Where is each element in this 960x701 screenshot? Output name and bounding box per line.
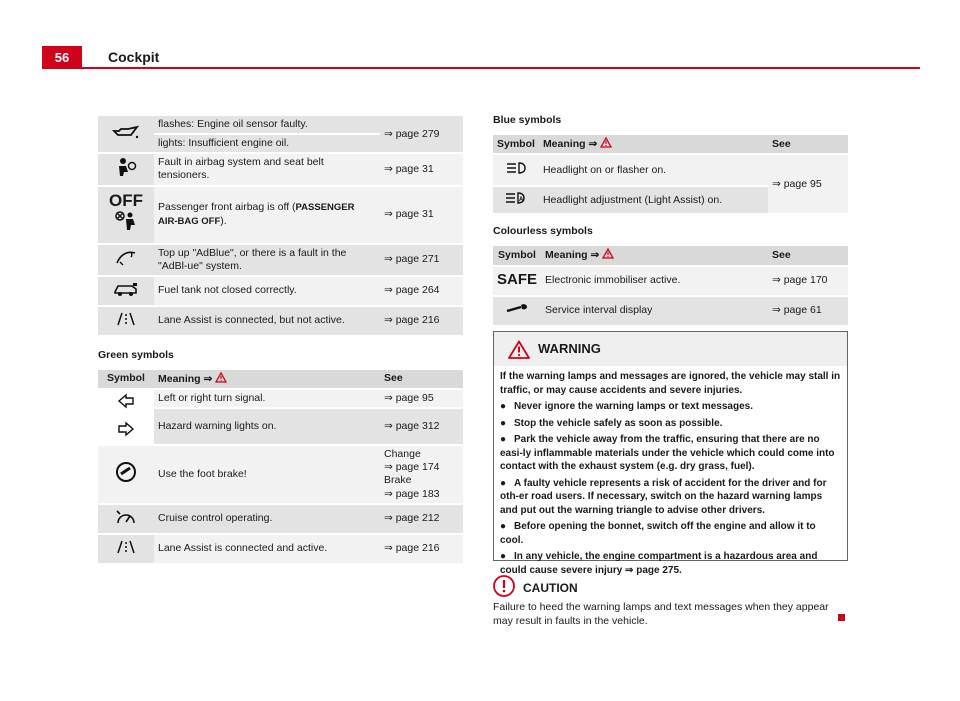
page-title: Cockpit bbox=[108, 49, 160, 65]
meaning-cell: Electronic immobiliser active. bbox=[541, 267, 768, 295]
meaning-header-text: Meaning ⇒ bbox=[545, 249, 600, 262]
meaning-cell: Headlight adjustment (Light Assist) on. bbox=[539, 187, 768, 213]
wrench-icon bbox=[505, 302, 529, 314]
table-row bbox=[98, 277, 463, 305]
col-header-symbol: Symbol bbox=[98, 370, 154, 388]
caution-section bbox=[493, 575, 853, 628]
meaning-cell: Top up "AdBlue", or there is a fault in the "AdBl-ue" system. bbox=[154, 245, 380, 275]
col-header-see: See bbox=[380, 370, 463, 388]
symbol-cell bbox=[98, 154, 154, 184]
meaning-cell: Hazard warning lights on. bbox=[154, 409, 380, 444]
meaning-text: Passenger front airbag is off ( bbox=[158, 201, 296, 214]
see-cell: ⇒ page 31 bbox=[380, 154, 463, 184]
meaning-cell: Fuel tank not closed correctly. bbox=[154, 277, 380, 305]
see-cell: ⇒ page 216 bbox=[380, 535, 463, 563]
warning-body bbox=[494, 366, 847, 584]
caution-header bbox=[493, 575, 853, 597]
table-row bbox=[98, 245, 463, 275]
airbag-icon bbox=[115, 157, 137, 177]
lane-assist-icon bbox=[115, 312, 137, 326]
see-cell: ⇒ page 212 bbox=[380, 505, 463, 533]
symbol-cell bbox=[493, 187, 539, 213]
table-row bbox=[98, 446, 463, 503]
see-cell: ⇒ page 61 bbox=[768, 297, 848, 325]
caution-exclamation-icon bbox=[493, 575, 515, 597]
display-text: PASSENGER AIR-BAG OFF bbox=[158, 202, 355, 227]
see-cell: ⇒ page 170 bbox=[768, 267, 848, 295]
see-cell: ⇒ page 216 bbox=[380, 307, 463, 335]
meaning-cell: Lane Assist is connected, but not active. bbox=[154, 307, 380, 335]
bullet-text: In any vehicle, the engine compartment is a hazardous area and could cause severe injury ⇒ page 275. bbox=[500, 551, 818, 576]
symbol-cell bbox=[98, 277, 154, 305]
bullet-text: Park the vehicle away from the traffic, ensuring that there are no easi-ly inflammable materials under the vehicle which could come into contact with the exhaust system (e.g. dry grass, fuel). bbox=[500, 434, 835, 472]
symbol-cell bbox=[98, 535, 154, 563]
warning-title: WARNING bbox=[538, 341, 601, 357]
meaning-header-text: Meaning ⇒ bbox=[158, 372, 213, 385]
table-row bbox=[98, 505, 463, 533]
table-header-row bbox=[493, 246, 848, 264]
blue-symbols-title: Blue symbols bbox=[493, 114, 562, 126]
table-row bbox=[98, 535, 463, 563]
see-cell bbox=[380, 446, 463, 503]
warning-bullet: ● Before opening the bonnet, switch off the engine and allow it to cool. bbox=[500, 521, 816, 546]
meaning-cell: flashes: Engine oil sensor faulty. bbox=[154, 116, 380, 133]
see-cell: ⇒ page 271 bbox=[380, 245, 463, 275]
caution-title: CAUTION bbox=[523, 581, 578, 596]
symbol-cell bbox=[98, 505, 154, 533]
green-symbols-title: Green symbols bbox=[98, 348, 174, 361]
see-cell: ⇒ page 95 bbox=[768, 155, 848, 213]
meaning-cell: Cruise control operating. bbox=[154, 505, 380, 533]
cruise-control-icon bbox=[115, 508, 137, 526]
turn-signal-icon bbox=[116, 392, 136, 438]
section-end-mark bbox=[838, 614, 845, 621]
see-line: Brake bbox=[384, 474, 412, 487]
symbol-cell bbox=[98, 116, 154, 152]
table-header-row bbox=[98, 370, 463, 388]
fuel-cap-icon bbox=[113, 281, 139, 297]
col-header-meaning bbox=[154, 370, 380, 388]
warning-intro: If the warning lamps and messages are ignored, the vehicle may stall in traffic, or may cause accidents and severe injuries. bbox=[500, 371, 841, 396]
warning-triangle-icon bbox=[600, 137, 612, 148]
high-beam-icon bbox=[505, 161, 527, 175]
warning-header bbox=[494, 332, 847, 366]
warning-triangle-icon bbox=[508, 340, 530, 359]
meaning-header-text: Meaning ⇒ bbox=[542, 138, 598, 151]
safe-immobiliser-icon: SAFE bbox=[497, 271, 538, 289]
passenger-airbag-off-icon bbox=[114, 210, 138, 232]
meaning-cell: Headlight on or flasher on. bbox=[539, 155, 768, 185]
see-line: Change bbox=[384, 448, 421, 461]
table-row bbox=[98, 187, 463, 243]
table-row bbox=[98, 390, 463, 407]
table-row bbox=[493, 267, 848, 295]
col-header-see: See bbox=[768, 246, 848, 264]
warning-bullet: ● Never ignore the warning lamps or text messages. bbox=[500, 401, 753, 412]
bullet-text: A faulty vehicle represents a risk of accident for the driver and for oth-er road users. If necessary, switch on the hazard warning lamps and put out the warning triangle to advise other drivers. bbox=[500, 477, 827, 516]
meaning-cell: Service interval display bbox=[541, 297, 768, 325]
see-line: ⇒ page 174 bbox=[384, 461, 440, 474]
meaning-cell: Fault in airbag system and seat belt tensioners. bbox=[154, 154, 380, 184]
warning-triangle-icon bbox=[602, 248, 614, 259]
right-column bbox=[493, 112, 848, 327]
meaning-cell: Left or right turn signal. bbox=[154, 390, 380, 407]
bullet-text: Never ignore the warning lamps or text messages. bbox=[514, 401, 753, 412]
see-cell: ⇒ page 312 bbox=[380, 409, 463, 444]
light-assist-icon bbox=[504, 191, 528, 205]
adblue-nozzle-icon bbox=[114, 249, 138, 267]
symbol-cell bbox=[98, 187, 154, 243]
warning-bullet: ● Stop the vehicle safely as soon as possible. bbox=[500, 417, 723, 429]
foot-brake-icon bbox=[114, 460, 138, 484]
warning-triangle-icon bbox=[215, 372, 227, 383]
header-rule bbox=[42, 67, 920, 69]
table-header-row bbox=[493, 135, 848, 153]
table-row bbox=[98, 116, 463, 133]
oil-can-icon bbox=[112, 124, 140, 140]
col-header-meaning bbox=[541, 246, 768, 264]
left-column bbox=[98, 114, 463, 565]
col-header-symbol: Symbol bbox=[493, 135, 539, 153]
symbol-cell bbox=[98, 245, 154, 275]
table-row bbox=[98, 154, 463, 184]
table-row bbox=[98, 307, 463, 335]
bullet-text: Stop the vehicle safely as soon as possible. bbox=[514, 417, 723, 429]
col-header-symbol: Symbol bbox=[493, 246, 541, 264]
table-row bbox=[493, 155, 848, 185]
meaning-cell: lights: Insufficient engine oil. bbox=[154, 135, 380, 152]
meaning-text-end: ). bbox=[220, 214, 227, 227]
see-cell: ⇒ page 95 bbox=[380, 390, 463, 407]
svg-text:A: A bbox=[518, 197, 524, 204]
green-symbols-table bbox=[98, 368, 463, 565]
symbol-cell bbox=[493, 267, 541, 295]
see-cell: ⇒ page 279 bbox=[380, 116, 463, 152]
symbol-cell bbox=[98, 446, 154, 503]
table-row bbox=[493, 297, 848, 325]
meaning-cell: Lane Assist is connected and active. bbox=[154, 535, 380, 563]
meaning-cell bbox=[154, 187, 380, 243]
warning-bullet: ● A faulty vehicle represents a risk of accident for the driver and for oth-er road users. If necessary, switch on the hazard warning lamps and put out the warning triangle to advise other drivers. bbox=[500, 477, 827, 516]
page-number: 56 bbox=[42, 46, 82, 68]
bullet-text: Before opening the bonnet, switch off the engine and allow it to cool. bbox=[500, 521, 816, 546]
caution-text: Failure to heed the warning lamps and text messages when they appear may result in faults in the vehicle. bbox=[493, 601, 829, 627]
symbol-cell bbox=[98, 390, 154, 444]
meaning-cell: Use the foot brake! bbox=[154, 446, 380, 503]
col-header-meaning bbox=[539, 135, 768, 153]
see-cell: ⇒ page 264 bbox=[380, 277, 463, 305]
warning-bullet: ● Park the vehicle away from the traffic, ensuring that there are no easi-ly inflammable materials under the vehicle which could come into contact with the exhaust system (e.g. dry grass, fuel). bbox=[500, 434, 835, 472]
symbol-cell bbox=[493, 155, 539, 185]
colourless-symbols-table bbox=[493, 244, 848, 326]
symbol-cell bbox=[493, 297, 541, 325]
symbol-cell bbox=[98, 307, 154, 335]
blue-symbols-table bbox=[493, 133, 848, 215]
lane-assist-active-icon bbox=[115, 540, 137, 554]
col-header-see: See bbox=[768, 135, 848, 153]
warning-bullet: ● In any vehicle, the engine compartment is a hazardous area and could cause severe injury ⇒ page 275. bbox=[500, 551, 818, 576]
airbag-off-text: OFF bbox=[109, 191, 143, 211]
symbol-table-continued bbox=[98, 114, 463, 337]
see-cell: ⇒ page 31 bbox=[380, 187, 463, 243]
warning-box bbox=[493, 331, 848, 576]
colourless-symbols-title: Colourless symbols bbox=[493, 225, 593, 238]
see-line: ⇒ page 183 bbox=[384, 487, 440, 500]
